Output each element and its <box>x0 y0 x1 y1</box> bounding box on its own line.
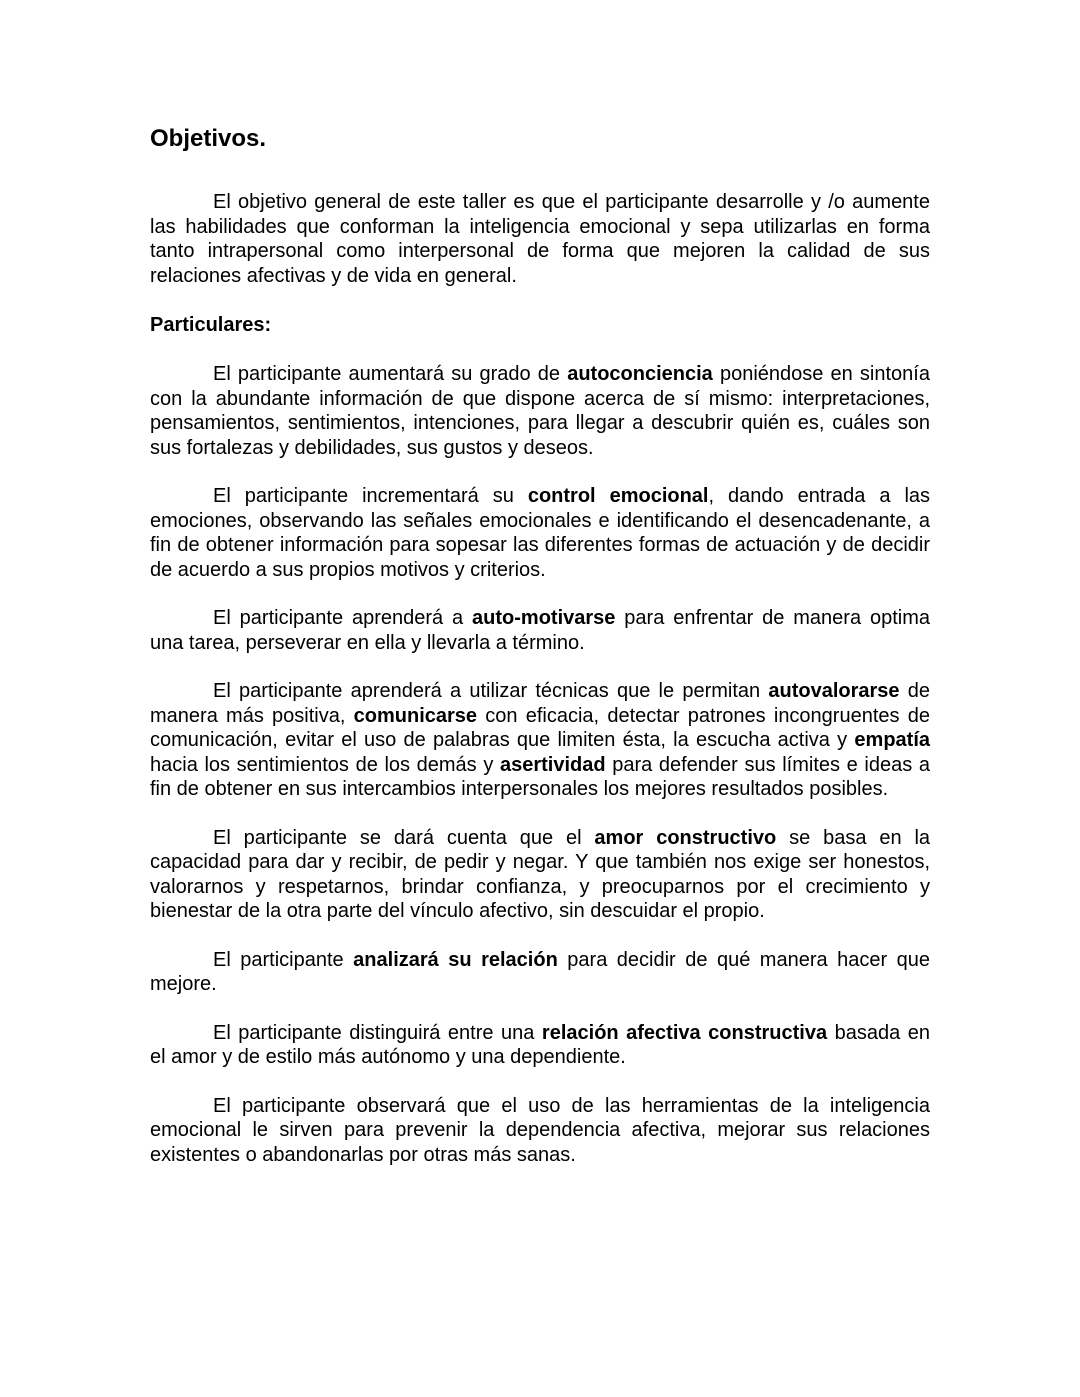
emphasis-text: amor constructivo <box>594 826 777 849</box>
emphasis-text: relación afectiva constructiva <box>541 1021 828 1044</box>
emphasis-text: auto-motivarse <box>472 607 616 629</box>
paragraph-text: , dando entrada a las emociones, observando las señales emocionales e identificando el desencadenante, a fin de obtener información para sopesar las diferentes formas de actuación y de decidir de acuerdo a sus propios motivos y criterios. <box>150 485 931 581</box>
paragraph-text: El participante observará que el uso de las herramientas de la inteligencia emocional le sirven para prevenir la dependencia afectiva, mejorar sus relaciones existentes o abandonarlas por otras más sanas. <box>150 1094 930 1166</box>
objective-paragraph <box>150 948 930 997</box>
emphasis-text: autovalorarse <box>768 680 900 702</box>
emphasis-text: analizará su relación <box>353 948 558 971</box>
emphasis-text: control emocional <box>527 485 709 507</box>
objective-paragraph <box>150 679 930 802</box>
paragraph-text: para enfrentar de manera optima una tarea, perseverar en ella y llevarla a término. <box>150 607 930 654</box>
paragraph-text: se basa en la capacidad para dar y recibir, de pedir y negar. Y que también nos exige ser honestos, valorarnos y respetarnos, brindar confianza, y preocuparnos por el crecimiento y bienestar de la otra parte del vínculo afectivo, sin descuidar el propio. <box>150 826 931 922</box>
paragraph-text: basada en el amor y de estilo más autónomo y una dependiente. <box>150 1021 930 1068</box>
objective-paragraph <box>150 362 930 460</box>
section-subtitle: Particulares: <box>150 314 272 336</box>
paragraph-text: El participante incrementará su <box>213 485 528 507</box>
paragraph-text: poniéndose en sintonía con la abundante información de que dispone acerca de sí mismo: interpretaciones, pensamientos, sentimientos, intenciones, para llegar a descubrir quién es, cuáles son sus fortalezas y debilidades, sus gustos y deseos. <box>150 363 930 459</box>
paragraph-text: El participante se dará cuenta que el <box>213 826 595 849</box>
emphasis-text: autoconciencia <box>567 363 713 385</box>
document-page <box>150 122 930 1191</box>
paragraph-text: para defender sus límites e ideas a fin de obtener en sus intercambios interpersonales los mejores resultados posibles. <box>150 753 930 800</box>
paragraph-text: hacia los sentimientos de los demás y <box>150 753 500 776</box>
paragraph-text: con eficacia, detectar patrones incongruentes de comunicación, evitar el uso de palabras que limiten ésta, la escucha activa y <box>150 704 930 751</box>
intro-paragraph: El objetivo general de este taller es que el participante desarrolle y /o aumente las habilidades que conforman la inteligencia emocional y sepa utilizarlas en forma tanto intrapersonal como interpersonal de forma que mejoren la calidad de sus relaciones afectivas y de vida en general. <box>150 191 930 287</box>
page-title: Objetivos. <box>150 125 267 152</box>
paragraph-text: El participante <box>213 948 354 971</box>
paragraph-text: El participante aumentará su grado de <box>213 363 568 385</box>
objective-paragraph <box>150 1094 930 1168</box>
paragraph-text: de manera más positiva, <box>150 680 930 727</box>
objective-paragraph <box>150 1021 930 1070</box>
emphasis-text: asertividad <box>499 753 606 776</box>
objectives-list <box>150 362 930 1167</box>
objective-paragraph <box>150 484 930 582</box>
paragraph-text: El participante aprenderá a <box>213 607 473 629</box>
paragraph-text: El participante aprenderá a utilizar técnicas que le permitan <box>213 680 769 702</box>
objective-paragraph <box>150 826 930 924</box>
emphasis-text: empatía <box>854 729 930 751</box>
paragraph-text: El participante distinguirá entre una <box>213 1021 542 1044</box>
objective-paragraph <box>150 606 930 655</box>
emphasis-text: comunicarse <box>353 704 478 727</box>
paragraph-text: para decidir de qué manera hacer que mejore. <box>150 948 930 995</box>
